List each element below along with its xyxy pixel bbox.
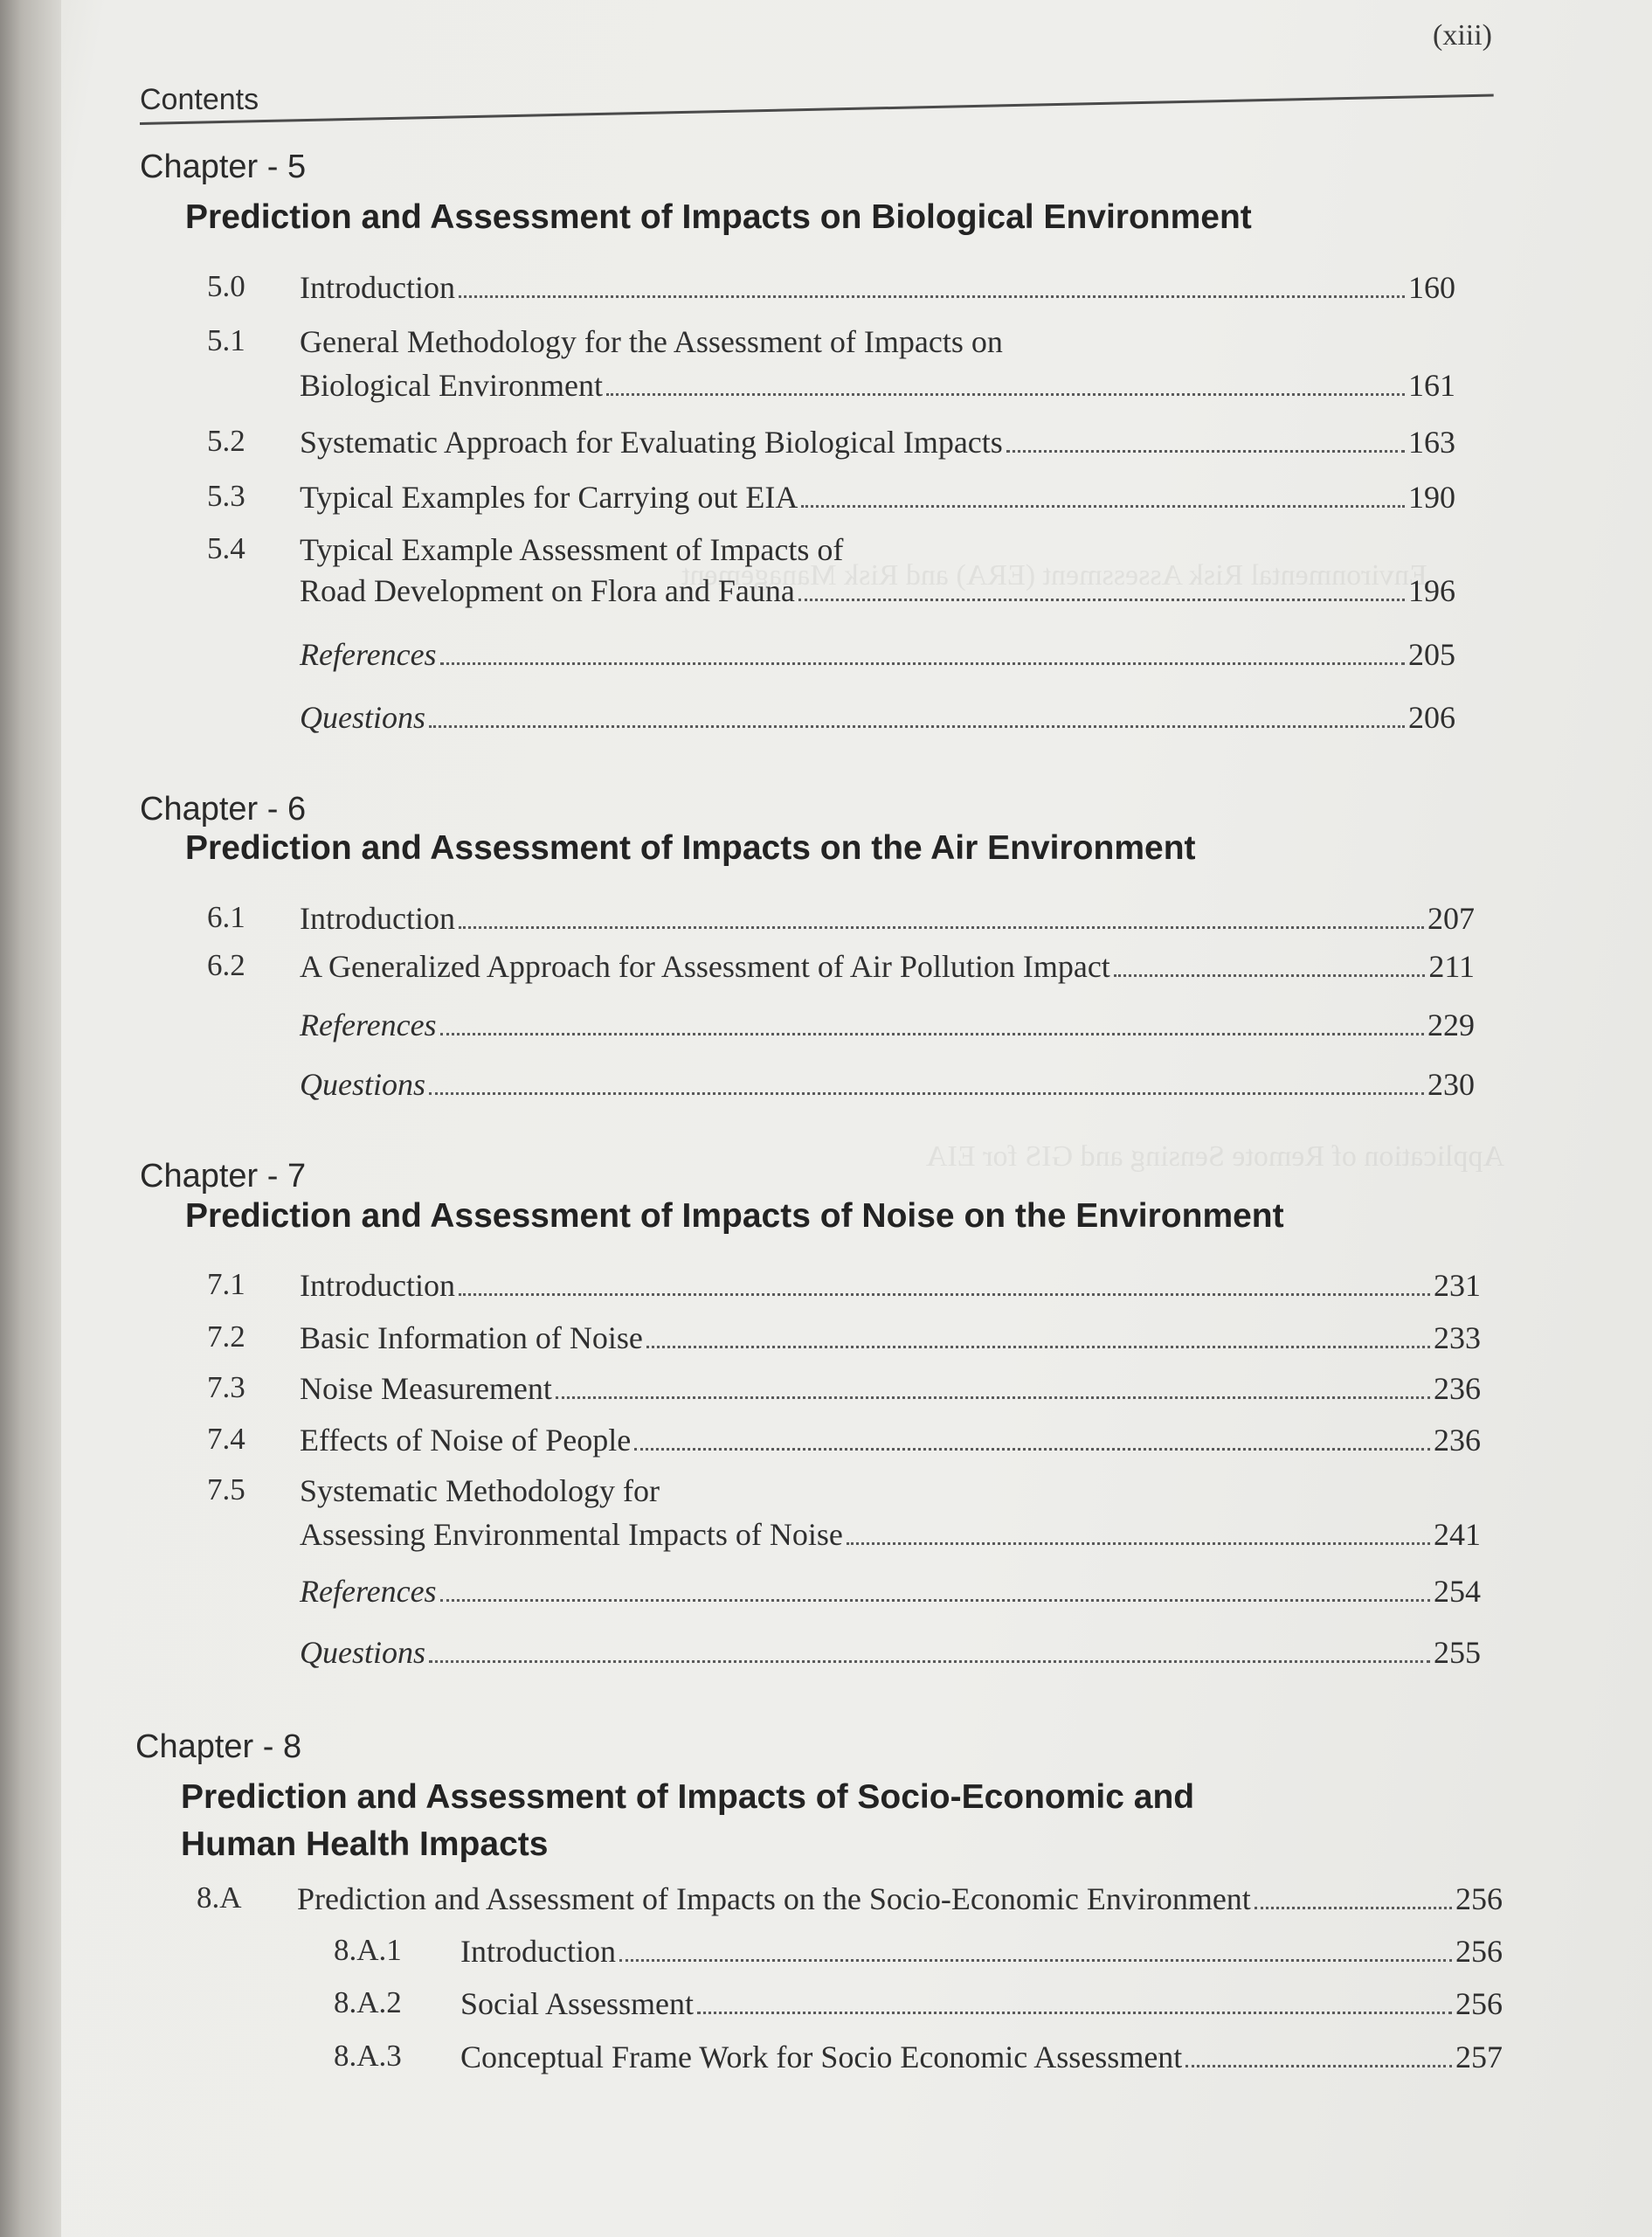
section-title: Noise Measurement [300, 1371, 552, 1406]
page-ref: 163 [1408, 425, 1455, 460]
page-ref: 161 [1408, 368, 1455, 403]
page-ref: 256 [1455, 1934, 1503, 1969]
section-number: 5.3 [207, 479, 245, 513]
toc-line [300, 1267, 1481, 1304]
toc-line [300, 636, 1455, 673]
toc-entry[interactable] [0, 636, 1652, 676]
toc-entry[interactable] [0, 1985, 1652, 2026]
toc-entry[interactable] [0, 948, 1652, 988]
toc-line [300, 699, 1455, 736]
section-title: Effects of Noise of People [300, 1423, 632, 1458]
toc-line [300, 1319, 1481, 1356]
toc-line [460, 1985, 1503, 2022]
page-ref: 236 [1434, 1371, 1481, 1406]
page-ref: 231 [1434, 1268, 1481, 1303]
section-title-line2: Road Development on Flora and Fauna [300, 573, 795, 608]
toc-line [300, 367, 1455, 404]
running-head: Contents [140, 83, 259, 116]
dot-leader [606, 393, 1405, 396]
dot-leader [440, 1033, 1424, 1035]
section-number: 5.2 [207, 424, 245, 458]
page-ref: 206 [1408, 700, 1455, 735]
dot-leader [798, 599, 1405, 601]
section-number: 7.4 [207, 1422, 245, 1456]
toc-line [460, 1933, 1503, 1970]
toc-entry[interactable] [0, 323, 1652, 364]
page-ref: 254 [1434, 1574, 1481, 1609]
section-number: 8.A [197, 1880, 242, 1915]
toc-entry[interactable] [0, 479, 1652, 519]
section-title: Introduction [300, 901, 455, 936]
toc-line [300, 572, 1455, 609]
section-title: References [300, 1574, 437, 1609]
chapter-title: Prediction and Assessment of Impacts on the Air Environment [185, 829, 1196, 867]
toc-line [297, 1880, 1503, 1917]
page-ref: 190 [1408, 480, 1455, 515]
section-number: 6.2 [207, 948, 245, 982]
show-through-text: Environmental Risk Assessment (ERA) and Risk Management [681, 559, 1427, 592]
section-number: 8.A.2 [334, 1985, 402, 2019]
toc-line [300, 269, 1455, 306]
chapter-label: Chapter - 8 [135, 1728, 302, 1765]
toc-entry[interactable] [0, 531, 1652, 571]
section-title-line2: Assessing Environmental Impacts of Noise [300, 1517, 843, 1552]
dot-leader [1255, 1907, 1452, 1909]
dot-leader [619, 1959, 1452, 1962]
dot-leader [801, 505, 1405, 508]
page-ref: 196 [1408, 573, 1455, 608]
section-title: Basic Information of Noise [300, 1320, 643, 1355]
dot-leader [459, 1293, 1430, 1296]
page-ref: 229 [1427, 1008, 1475, 1042]
toc-entry[interactable] [0, 2039, 1652, 2079]
toc-line [300, 479, 1455, 516]
dot-leader [1006, 450, 1405, 453]
chapter-title-line2: Human Health Impacts [181, 1825, 549, 1863]
section-title-line1: Systematic Methodology for [300, 1473, 660, 1508]
dot-leader [634, 1448, 1430, 1451]
toc-line [300, 1422, 1481, 1458]
toc-entry-continuation [0, 1516, 1652, 1556]
chapter-title-line1: Prediction and Assessment of Impacts of Socio-Economic and [181, 1778, 1195, 1816]
toc-line [300, 1634, 1481, 1671]
toc-entry-continuation [0, 572, 1652, 613]
section-number: 8.A.1 [334, 1933, 402, 1967]
toc-line [300, 900, 1475, 937]
dot-leader [459, 926, 1424, 929]
dot-leader [440, 662, 1405, 665]
section-number: 5.0 [207, 269, 245, 303]
section-number: 7.3 [207, 1370, 245, 1404]
page-ref: 211 [1428, 949, 1475, 984]
dot-leader [429, 725, 1405, 728]
dot-leader [440, 1599, 1430, 1602]
dot-leader [847, 1542, 1430, 1545]
toc-entry[interactable] [0, 1880, 1652, 1921]
toc-entry[interactable] [0, 1319, 1652, 1360]
chapter-label: Chapter - 6 [140, 791, 307, 828]
section-title: Social Assessment [460, 1986, 694, 2021]
dot-leader [429, 1092, 1424, 1095]
dot-leader [646, 1346, 1430, 1348]
dot-leader [429, 1660, 1430, 1663]
section-title-line2: Biological Environment [300, 368, 603, 403]
toc-line [300, 1573, 1481, 1610]
section-number: 7.2 [207, 1319, 245, 1354]
section-title: Systematic Approach for Evaluating Biological Impacts [300, 425, 1003, 460]
toc-entry[interactable] [0, 1422, 1652, 1462]
dot-leader [697, 2012, 1452, 2014]
section-number: 6.1 [207, 900, 245, 934]
chapter-label: Chapter - 7 [140, 1158, 307, 1195]
toc-entry[interactable] [0, 269, 1652, 309]
toc-entry[interactable] [0, 1634, 1652, 1674]
toc-entry[interactable] [0, 699, 1652, 739]
page-ref: 255 [1434, 1635, 1481, 1670]
chapter-title: Prediction and Assessment of Impacts on Biological Environment [185, 198, 1252, 236]
section-title: Introduction [460, 1934, 616, 1969]
toc-entry[interactable] [0, 1267, 1652, 1307]
toc-entry[interactable] [0, 1370, 1652, 1410]
section-title: References [300, 1008, 437, 1042]
page-ref: 257 [1455, 2040, 1503, 2074]
section-title: References [300, 637, 437, 672]
page-ref: 160 [1408, 270, 1455, 305]
dot-leader [556, 1396, 1430, 1399]
toc-line [300, 1066, 1475, 1103]
toc-entry[interactable] [0, 900, 1652, 940]
section-title: Questions [300, 1635, 425, 1670]
page-ref: 207 [1427, 901, 1475, 936]
page-number: (xiii) [1433, 19, 1492, 52]
toc-entry[interactable] [0, 1573, 1652, 1613]
toc-line [300, 1516, 1481, 1553]
toc-line [300, 1370, 1481, 1407]
toc-line [300, 948, 1475, 985]
page-ref: 241 [1434, 1517, 1481, 1552]
page-ref: 205 [1408, 637, 1455, 672]
toc-entry[interactable] [0, 1472, 1652, 1513]
toc-line [300, 1007, 1475, 1043]
page-ref: 230 [1427, 1067, 1475, 1102]
section-title: Conceptual Frame Work for Socio Economic Assessment [460, 2040, 1183, 2074]
section-number: 7.5 [207, 1472, 245, 1506]
page-ref: 256 [1455, 1881, 1503, 1916]
section-number: 5.1 [207, 323, 245, 357]
dot-leader [1185, 2065, 1452, 2067]
show-through-text: Application of Remote Sensing and GIS for EIA [926, 1140, 1504, 1173]
section-title: A Generalized Approach for Assessment of Air Pollution Impact [300, 949, 1110, 984]
section-title: Typical Examples for Carrying out EIA [300, 480, 798, 515]
toc-entry[interactable] [0, 1007, 1652, 1047]
toc-line [460, 2039, 1503, 2075]
section-title: Prediction and Assessment of Impacts on the Socio-Economic Environment [297, 1881, 1251, 1916]
page-ref: 236 [1434, 1423, 1481, 1458]
section-number: 5.4 [207, 531, 245, 565]
section-title: Introduction [300, 1268, 455, 1303]
section-title: Introduction [300, 270, 455, 305]
section-title-line1: Typical Example Assessment of Impacts of [300, 532, 844, 567]
section-number: 7.1 [207, 1267, 245, 1301]
section-title: Questions [300, 700, 425, 735]
toc-entry-continuation [0, 367, 1652, 407]
chapter-title: Prediction and Assessment of Impacts of Noise on the Environment [185, 1197, 1284, 1235]
toc-entry[interactable] [0, 424, 1652, 464]
section-number: 8.A.3 [334, 2039, 402, 2073]
toc-line [300, 424, 1455, 461]
dot-leader [1114, 974, 1426, 977]
section-title: Questions [300, 1067, 425, 1102]
header-rule [140, 94, 1494, 125]
toc-entry[interactable] [0, 1066, 1652, 1106]
dot-leader [459, 295, 1405, 298]
toc-entry[interactable] [0, 1933, 1652, 1973]
page-ref: 233 [1434, 1320, 1481, 1355]
chapter-label: Chapter - 5 [140, 149, 307, 185]
section-title-line1: General Methodology for the Assessment of Impacts on [300, 324, 1003, 359]
page-ref: 256 [1455, 1986, 1503, 2021]
